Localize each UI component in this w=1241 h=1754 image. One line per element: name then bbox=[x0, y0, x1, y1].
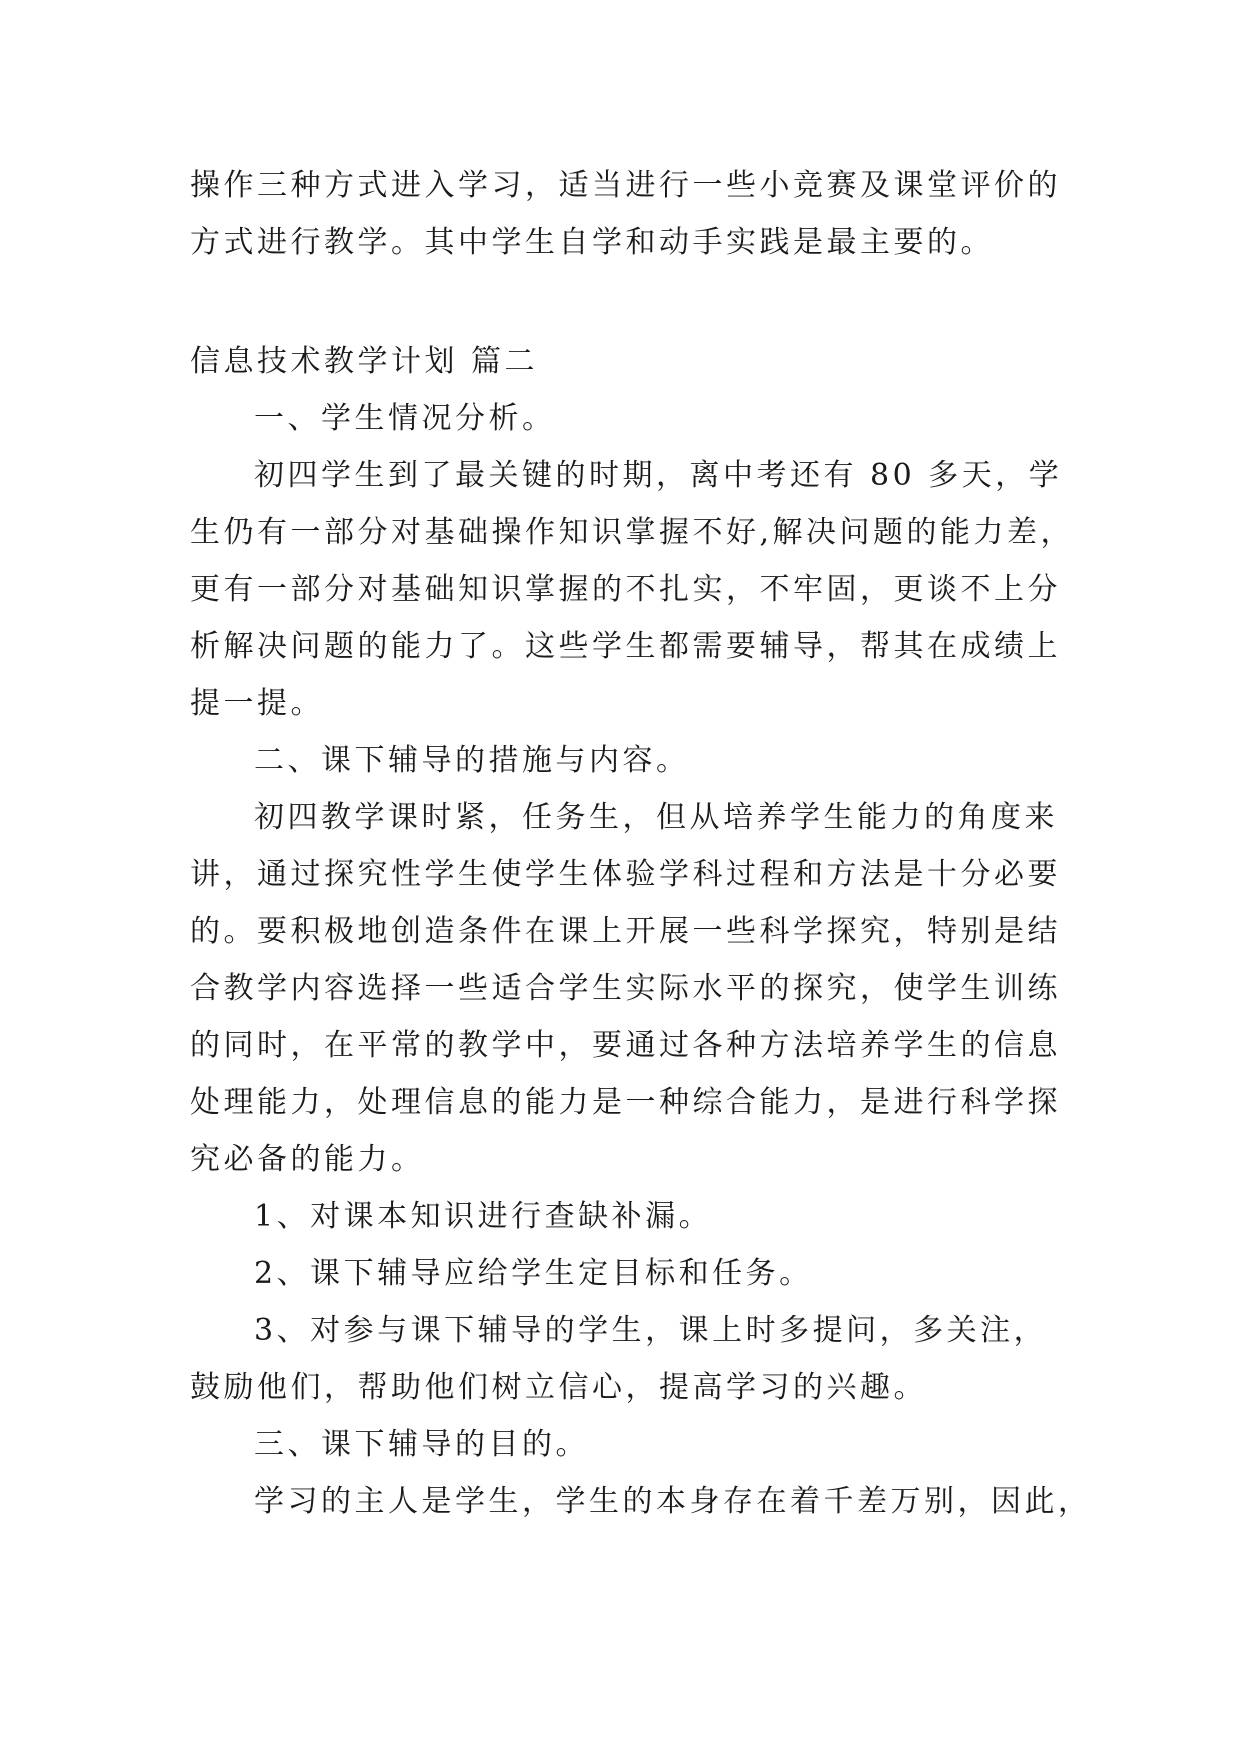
paragraph-line: 初四教学课时紧，任务生，但从培养学生能力的角度来 bbox=[254, 800, 1058, 835]
list-item: 3、对参与课下辅导的学生，课上时多提问，多关注， bbox=[254, 1313, 1048, 1348]
list-item: 2、课下辅导应给学生定目标和任务。 bbox=[254, 1256, 813, 1291]
section-body bbox=[190, 333, 1092, 1530]
paragraph-line: 学习的主人是学生，学生的本身存在着千差万别，因此， bbox=[254, 1484, 1092, 1519]
paragraph-line: 的。要积极地创造条件在课上开展一些科学探究，特别是结 bbox=[190, 914, 1061, 949]
paragraph-line: 更有一部分对基础知识掌握的不扎实，不牢固，更谈不上分 bbox=[190, 572, 1061, 607]
heading-measures: 二、课下辅导的措施与内容。 bbox=[254, 743, 690, 778]
paragraph-line: 的同时，在平常的教学中，要通过各种方法培养学生的信息 bbox=[190, 1028, 1061, 1063]
paragraph-line: 鼓励他们，帮助他们树立信心，提高学习的兴趣。 bbox=[190, 1370, 927, 1405]
heading-purpose: 三、课下辅导的目的。 bbox=[254, 1427, 589, 1462]
list-item: 1、对课本知识进行查缺补漏。 bbox=[254, 1199, 713, 1234]
paragraph-line: 究必备的能力。 bbox=[190, 1142, 425, 1177]
paragraph-line: 生仍有一部分对基础操作知识掌握不好,解决问题的能力差， bbox=[190, 515, 1075, 550]
section-title: 信息技术教学计划 篇二 bbox=[190, 344, 539, 379]
paragraph-line: 处理能力，处理信息的能力是一种综合能力，是进行科学探 bbox=[190, 1085, 1061, 1120]
paragraph-line: 析解决问题的能力了。这些学生都需要辅导，帮其在成绩上 bbox=[190, 629, 1061, 664]
paragraph-line: 操作三种方式进入学习，适当进行一些小竞赛及课堂评价的 bbox=[190, 168, 1061, 203]
paragraph-line: 方式进行教学。其中学生自学和动手实践是最主要的。 bbox=[190, 225, 994, 260]
intro-paragraph bbox=[190, 157, 1060, 271]
heading-student-analysis: 一、学生情况分析。 bbox=[254, 401, 556, 436]
paragraph-line: 讲，通过探究性学生使学生体验学科过程和方法是十分必要 bbox=[190, 857, 1061, 892]
paragraph-line: 合教学内容选择一些适合学生实际水平的探究，使学生训练 bbox=[190, 971, 1061, 1006]
paragraph-line: 提一提。 bbox=[190, 686, 324, 721]
paragraph-line: 初四学生到了最关键的时期，离中考还有 80 多天，学 bbox=[254, 458, 1063, 493]
